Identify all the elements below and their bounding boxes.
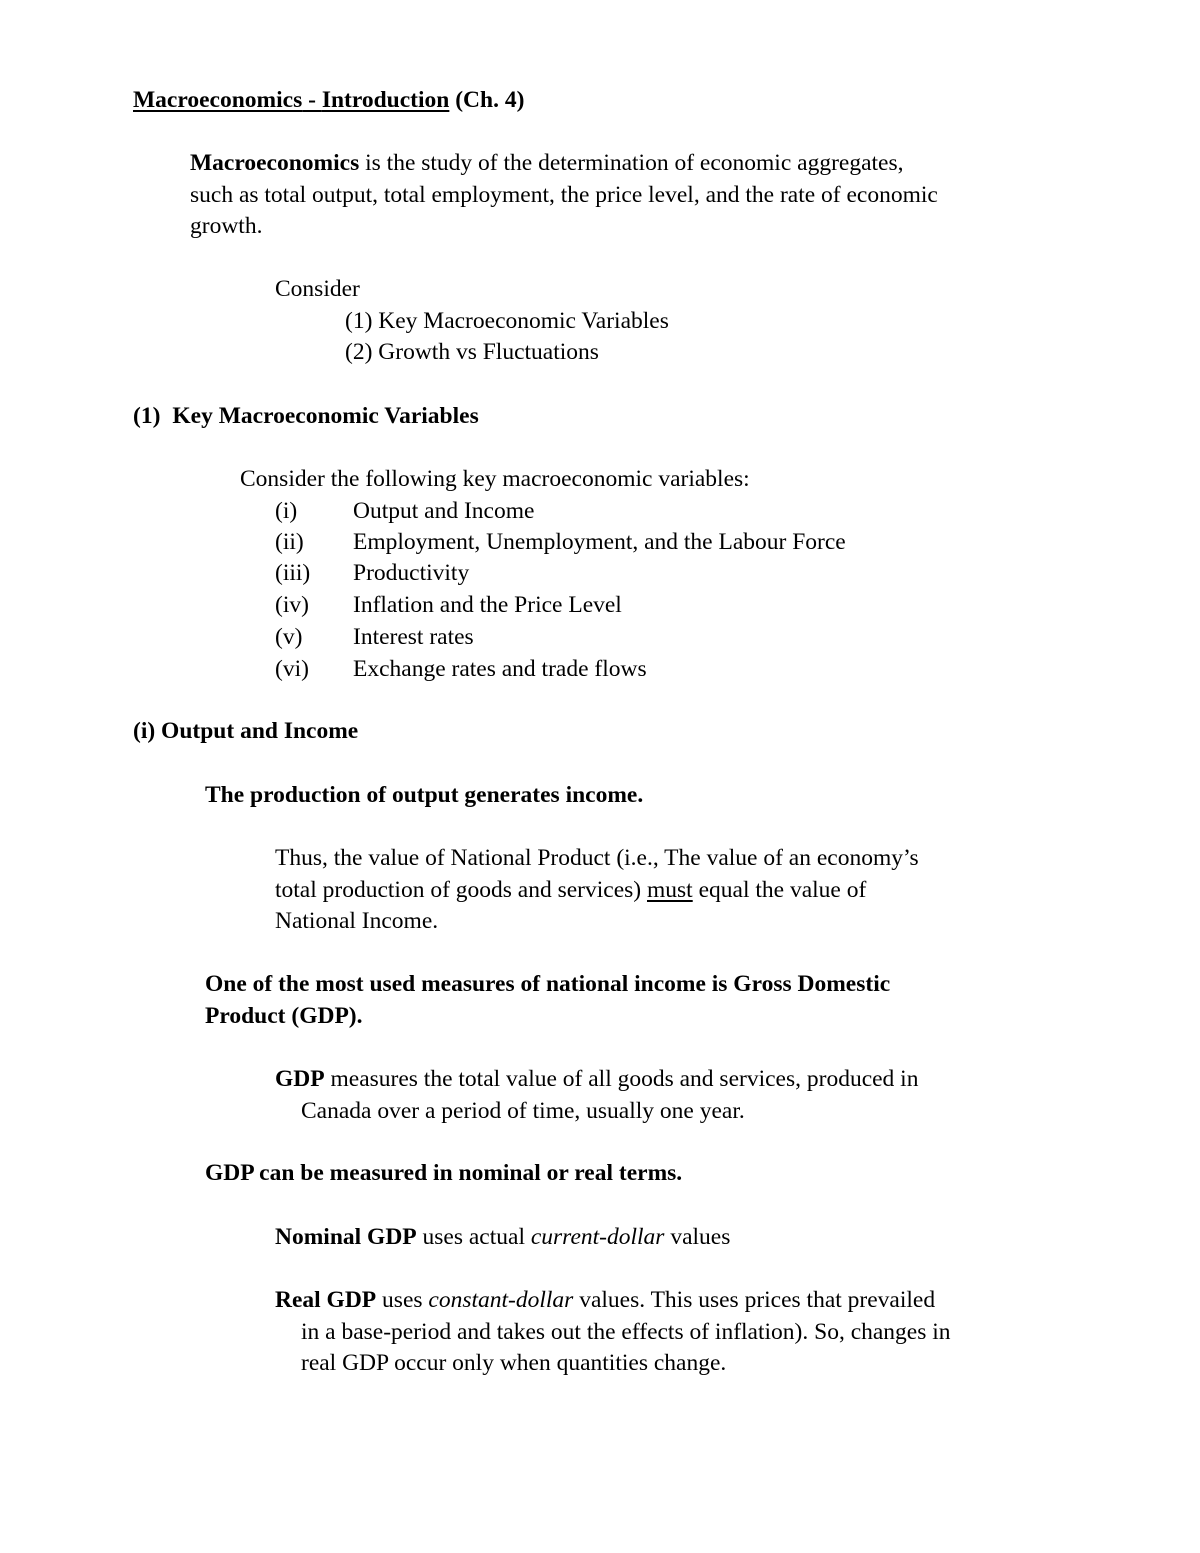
constant-dollar-emphasis: constant-dollar [428, 1287, 574, 1313]
paragraph-line: Thus, the value of National Product (i.e., The value of an economy’s [275, 845, 919, 871]
paragraph-text: in a base-period and takes out the effects of inflation). So, changes in [301, 1318, 951, 1345]
paragraph-line [275, 1285, 951, 1317]
list-item-text: Productivity [353, 560, 470, 586]
definition-line-3: growth. [190, 213, 263, 239]
list-item-number: (i) [275, 498, 298, 524]
paragraph-line [275, 1348, 951, 1380]
paragraph-text: total production of goods and services) [275, 876, 647, 903]
definition-text-1: is the study of the determination of economic aggregates, [359, 150, 904, 176]
paragraph-text: equal the value of [692, 876, 867, 903]
title-main: Macroeconomics [133, 87, 303, 113]
list-item-number: (iv) [275, 592, 309, 618]
subsection-heading-output-income: (i) Output and Income [133, 718, 359, 744]
consider-item-1: (1) Key Macroeconomic Variables [345, 308, 669, 334]
consider-item-2: (2) Growth vs Fluctuations [345, 339, 599, 365]
list-item-text: Output and Income [353, 498, 535, 524]
title-separator: - [302, 87, 322, 113]
consider-label: Consider [275, 276, 360, 302]
statement-line: Product (GDP). [205, 1002, 363, 1029]
paragraph-text: Canada over a period of time, usually one year. [301, 1097, 745, 1124]
variables-intro: Consider the following key macroeconomic variables: [240, 466, 750, 492]
definition-line-2: such as total output, total employment, the price level, and the rate of economic [190, 181, 938, 208]
paragraph-text: uses [376, 1287, 429, 1313]
paragraph-text: uses actual [416, 1224, 531, 1250]
list-item-text: Interest rates [353, 624, 474, 650]
page-title [133, 85, 524, 117]
statement-line: One of the most used measures of national income is Gross Domestic [205, 971, 891, 997]
nominal-real-statement: GDP can be measured in nominal or real terms. [205, 1160, 683, 1186]
list-item-number: (ii) [275, 529, 304, 555]
real-gdp-definition [275, 1285, 951, 1380]
definition-term: Macroeconomics [190, 150, 360, 176]
title-chapter: (Ch. 4) [449, 87, 525, 113]
nominal-gdp-definition [275, 1222, 730, 1254]
paragraph-line [275, 875, 919, 907]
paragraph-line [275, 1096, 918, 1128]
production-statement: The production of output generates income. [205, 782, 644, 808]
paragraph-text: measures the total value of all goods and services, produced in [324, 1066, 919, 1092]
gdp-measure-statement [205, 969, 890, 1032]
gdp-term: GDP [275, 1066, 325, 1092]
gdp-definition [275, 1064, 918, 1127]
definition-paragraph [190, 148, 938, 243]
paragraph-text: real GDP occur only when quantities change. [301, 1350, 727, 1376]
list-item-number: (vi) [275, 656, 309, 682]
paragraph-line: National Income. [275, 908, 439, 934]
national-product-paragraph [275, 843, 919, 938]
paragraph-line [275, 1317, 951, 1349]
paragraph-text: values [664, 1224, 731, 1250]
list-item-text: Exchange rates and trade flows [353, 656, 647, 682]
list-item-text: Inflation and the Price Level [353, 592, 622, 618]
list-item-number: (iii) [275, 560, 311, 586]
title-sub: Introduction [321, 87, 450, 113]
nominal-gdp-term: Nominal GDP [275, 1224, 417, 1250]
current-dollar-emphasis: current-dollar [530, 1224, 665, 1250]
list-item-text: Employment, Unemployment, and the Labour Force [353, 529, 846, 555]
real-gdp-term: Real GDP [275, 1287, 377, 1313]
section-heading-key-variables [133, 401, 479, 433]
list-item-number: (v) [275, 624, 303, 650]
paragraph-line [275, 1064, 918, 1096]
section-heading-text: Key Macroeconomic Variables [172, 403, 479, 429]
definition-line-1 [190, 148, 938, 180]
section-heading-number: (1) [133, 403, 161, 429]
paragraph-text: values. This uses prices that prevailed [573, 1287, 936, 1313]
must-emphasis: must [647, 876, 693, 903]
